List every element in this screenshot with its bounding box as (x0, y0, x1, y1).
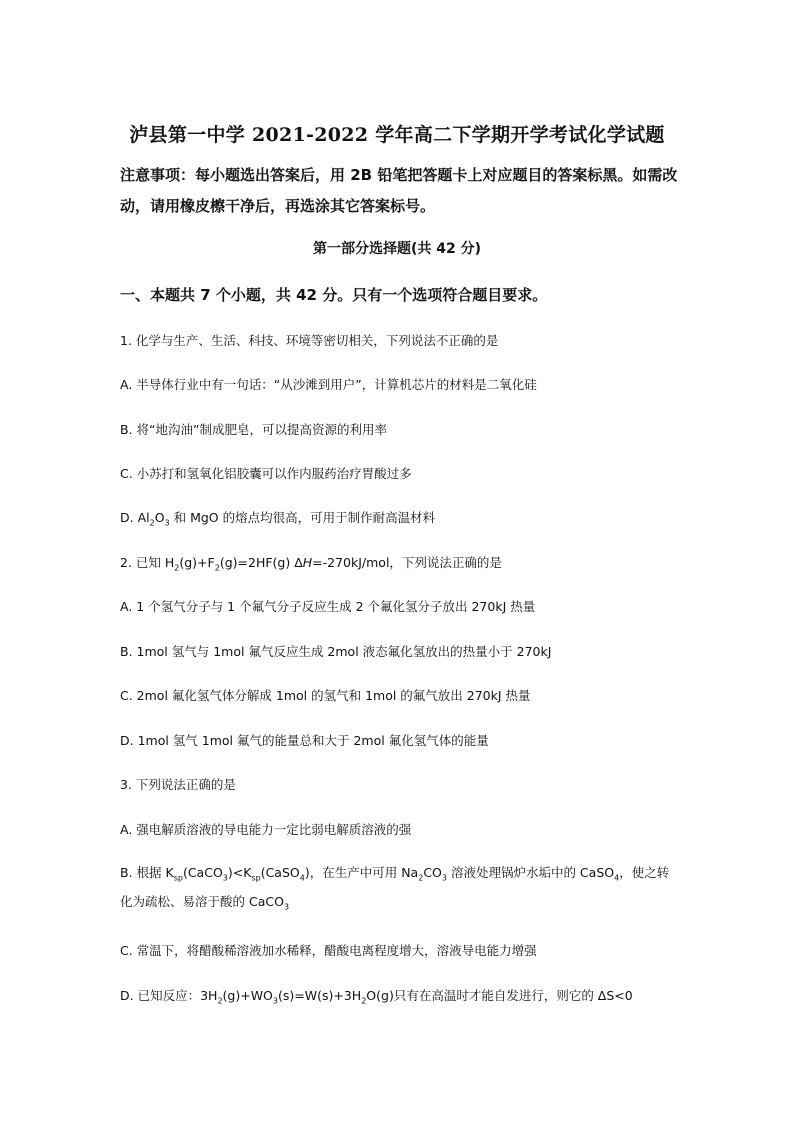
exam-notice: 注意事项：每小题选出答案后，用 2B 铅笔把答题卡上对应题目的答案标黑。如需改动，请用橡皮檫干净后，再选涂其它答案标号。 (120, 166, 678, 215)
q3-b-text: ，使之转化为疏松、易溶于酸的 CaCO (120, 865, 670, 909)
q1-option-a: A. 半导体行业中有一句话：“从沙滩到用户”，计算机芯片的材料是二氧化硅 (120, 377, 537, 392)
q3-d-text: O(g)只有在高温时才能自发进行，则它的 ΔS<0 (366, 988, 633, 1003)
q1-option-c: C. 小苏打和氢氧化铝胶囊可以作内服药治疗胃酸过多 (120, 466, 412, 481)
q3-b-sub: 3 (283, 902, 290, 912)
q2-stem-text: (g)+F (179, 555, 215, 570)
q3-d-text: (s)=W(s)+3H (278, 988, 362, 1003)
part-heading: 一、本题共 7 个小题，共 42 分。只有一个选项符合题目要求。 (120, 286, 548, 304)
q2-stem-text: (g)=2HF(g) Δ (219, 555, 303, 570)
q3-b-sub: 3 (222, 873, 228, 883)
q3-b-sub: 4 (299, 873, 305, 883)
q3-b-text: CO (423, 865, 442, 880)
q2-stem-enthalpy: H (302, 555, 313, 570)
q1-option-d (120, 508, 680, 526)
q1-option-b: B. 将“地沟油”制成肥皂，可以提高资源的利用率 (120, 422, 387, 437)
q3-d-text: (g)+WO (222, 988, 273, 1003)
q2-option-c: C. 2mol 氟化氢气体分解成 1mol 的氢气和 1mol 的氟气放出 270kJ 热量 (120, 688, 531, 703)
q2-option-a: A. 1 个氢气分子与 1 个氟气分子反应生成 2 个氟化氢分子放出 270kJ 热量 (120, 599, 536, 614)
q2-stem-sub: 2 (174, 563, 180, 573)
q1-d-text: D. Al (120, 510, 150, 525)
q2-stem (120, 553, 680, 571)
q3-b-text: 溶液处理锅炉水垢中的 CaSO (446, 865, 615, 880)
q2-stem-text: 2. 已知 H (120, 555, 175, 570)
q1-stem: 1. 化学与生产、生活、科技、环境等密切相关，下列说法不正确的是 (120, 333, 499, 348)
q3-b-sub: 3 (441, 873, 447, 883)
q3-b-text: )<K (227, 865, 252, 880)
q2-stem-text: =-270kJ/mol，下列说法正确的是 (312, 555, 502, 570)
q3-b-sub: 4 (614, 873, 620, 883)
q3-b-sub: sp (251, 873, 261, 883)
q3-b-text: B. 根据 K (120, 865, 174, 880)
exam-title: 泸县第一中学 2021-2022 学年高二下学期开学考试化学试题 (129, 124, 665, 146)
section-title: 第一部分选择题(共 42 分) (312, 241, 482, 257)
q2-option-d: D. 1mol 氢气 1mol 氟气的能量总和大于 2mol 氟化氢气体的能量 (120, 733, 489, 748)
q1-d-text: 和 MgO 的熔点均很高，可用于制作耐高温材料 (169, 510, 436, 525)
q1-d-sub: 3 (164, 518, 170, 528)
q3-b-text: (CaCO (182, 865, 223, 880)
q3-d-sub: 3 (272, 996, 278, 1006)
q3-stem: 3. 下列说法正确的是 (120, 777, 236, 792)
q1-d-sub: 2 (149, 518, 155, 528)
q3-option-a: A. 强电解质溶液的导电能力一定比弱电解质溶液的强 (120, 822, 412, 837)
q3-b-sub: 2 (418, 873, 424, 883)
q3-d-sub: 2 (361, 996, 367, 1006)
q3-option-d (120, 986, 680, 1004)
q3-d-sub: 2 (217, 996, 223, 1006)
q3-b-sub: sp (173, 873, 183, 883)
q2-stem-sub: 2 (214, 563, 220, 573)
q1-d-text: O (154, 510, 165, 525)
q3-option-c: C. 常温下，将醋酸稀溶液加水稀释，醋酸电离程度增大，溶液导电能力增强 (120, 943, 537, 958)
q3-option-b (120, 858, 680, 916)
q3-b-text: (CaSO (260, 865, 300, 880)
q2-option-b: B. 1mol 氢气与 1mol 氟气反应生成 2mol 液态氟化氢放出的热量小于 270kJ (120, 644, 552, 659)
q3-b-text: )，在生产中可用 Na (304, 865, 419, 880)
q3-d-text: D. 已知反应：3H (120, 988, 218, 1003)
